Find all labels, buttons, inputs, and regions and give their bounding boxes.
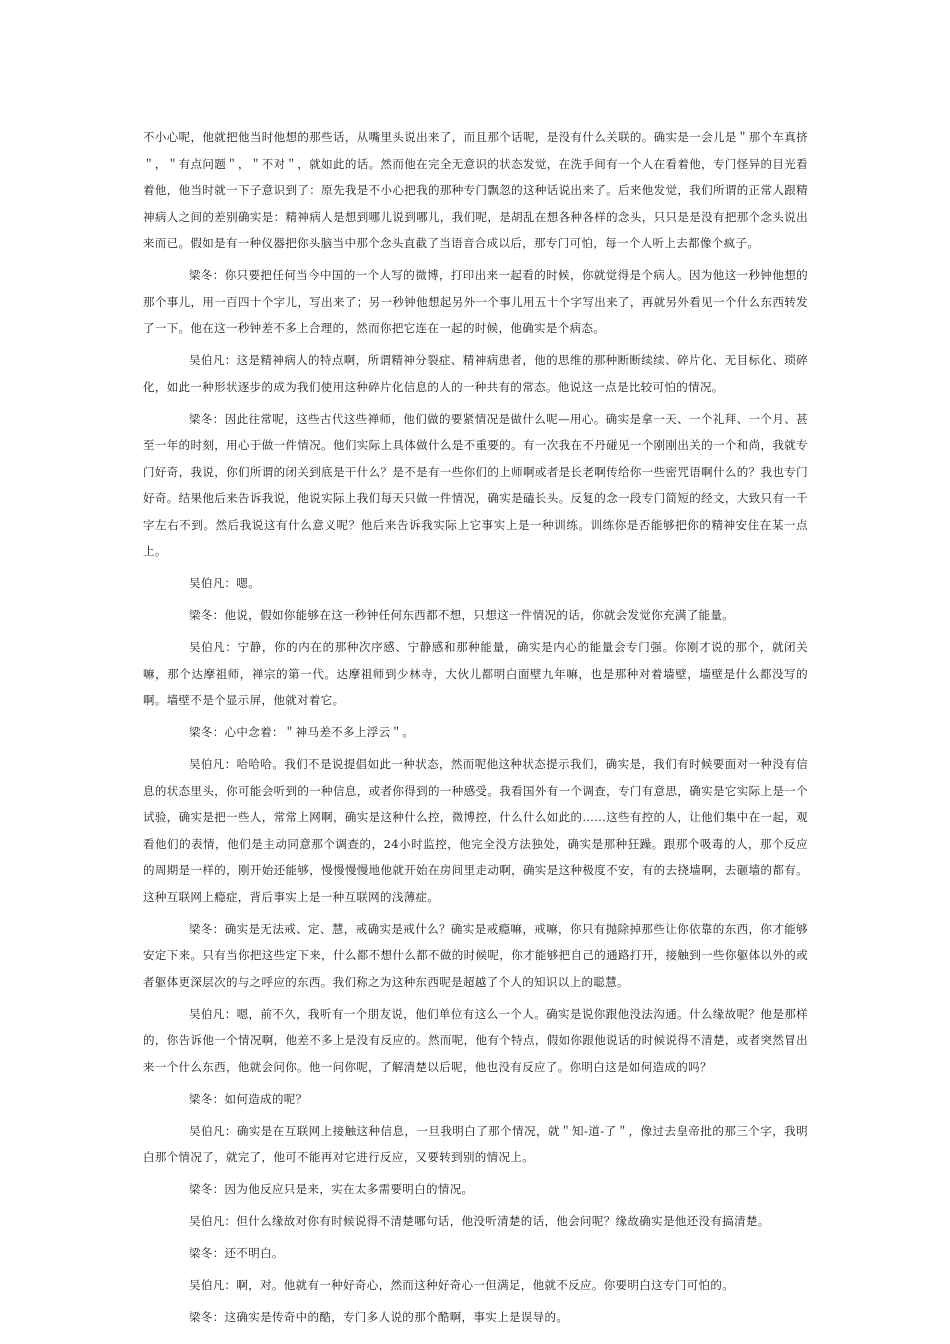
paragraph: 吴伯凡：啊，对。他就有一种好奇心，然而这种好奇心一但满足，他就不反应。你要明白这专门可怕的。 [189, 1278, 735, 1292]
paragraph: 梁冬：你只要把任何当今中国的一个人写的微博，打印出来一起看的时候，你就觉得是个病人。因为他这一秒钟他想的那个事儿，用一百四十个字儿，写出来了；另一秒钟他想起另外一个事儿用五十个字写出来了，再就另外看见一个什么东西转发了一下。他在这一秒钟差不多上合理的，然而你把它连在一起的时候，他确实是个病态。 [143, 268, 808, 335]
paragraph: 不小心呢，他就把他当时他想的那些话，从嘴里头说出来了，而且那个话呢，是没有什么关联的。确实是一会儿是＂那个车真挤＂，＂有点问题＂，＂不对＂，就如此的话。然而他在完全无意识的状态发觉，在洗手间有一个人在看着他，专门怪异的目光看着他，他当时就一下子意识到了：原先我是不小心把我的那种专门飘忽的这种话说出来了。后来他发觉，我们所谓的正常人跟精神病人之间的差别确实是：精神病人是想到哪儿说到哪儿，我们呢，是胡乱在想各种各样的念头，只只是是没有把那个念头说出来而已。假如是有一种仪器把你头脑当中那个念头直截了当语音合成以后，那专门可怕，每一个人听上去都像个疯子。 [143, 130, 808, 250]
paragraph: 吴伯凡：确实是在互联网上接触这种信息，一旦我明白了那个情况，就＂知-道-了＂，像过去皇帝批的那三个字，我明白那个情况了，就完了，他可不能再对它进行反应，又要转到别的情况上。 [143, 1123, 808, 1164]
paragraph: 吴伯凡：宁静，你的内在的那种次序感、宁静感和那种能量，确实是内心的能量会专门强。你刚才说的那个，就闭关嘛，那个达摩祖师，禅宗的第一代。达摩祖师到少林寺，大伙儿都明白面壁九年嘛，也是那种对着墙壁，墙壁是什么都没写的啊。墙壁不是个显示屏，他就对着它。 [143, 640, 808, 707]
paragraph: 梁冬：他说，假如你能够在这一秒钟任何东西都不想，只想这一件情况的话，你就会发觉你充满了能量。 [189, 608, 735, 622]
paragraph: 吴伯凡：哈哈哈。我们不是说提倡如此一种状态，然而呢他这种状态提示我们，确实是，我们有时候要面对一种没有信息的状态里头，你可能会听到的一种信息，或者你得到的一种感受。我看国外有一个调查，专门有意思，确实是它实际上是一个试验，确实是把一些人，常常上网啊，确实是这种什么控，微博控，什么什么如此的……这些有控的人，让他们集中在一起，观看他们的表情，他们是主动同意那个调查的，24小时监控，他完全没方法独处，确实是那种狂躁。跟那个吸毒的人，那个反应的周期是一样的，刚开始还能够，慢慢慢慢地他就开始在房间里走动啊，确实是这种极度不安，有的去挠墙啊，去砸墙的都有。这种互联网上瘾症，背后事实上是一种互联网的浅薄症。 [143, 757, 808, 904]
document-body [143, 124, 808, 1336]
paragraph: 梁冬：确实是无法戒、定、慧，戒确实是戒什么？确实是戒瘾嘛，戒嘛，你只有抛除掉那些让你依靠的东西，你才能够安定下来。只有当你把这些定下来，什么都不想什么都不做的时候呢，你才能够把自己的通路打开，接触到一些你躯体以外的或者躯体更深层次的与之呼应的东西。我们称之为这种东西呢是超越了个人的知识以上的聪慧。 [143, 921, 808, 989]
paragraph: 梁冬：如何造成的呢？ [189, 1091, 308, 1106]
paragraph: 梁冬：因为他反应只是来，实在太多需要明白的情况。 [189, 1182, 474, 1196]
paragraph: 吴伯凡：嗯。 [189, 576, 261, 590]
paragraph: 梁冬：这确实是传奇中的酷，专门多人说的那个酷啊，事实上是误导的。 [189, 1310, 569, 1324]
paragraph: 梁冬：因此往常呢，这些古代这些禅师，他们做的要紧情况是做什么呢—用心。确实是拿一天、一个礼拜、一个月、甚至一年的时刻，用心于做一件情况。他们实际上具体做什么是不重要的。有一次我在不丹碰见一个刚刚出关的一个和尚，我就专门好奇，我说，你们所谓的闭关到底是干什么？是不是有一些你们的上师啊或者是长老啊传给你一些密咒语啊什么的？我也专门好奇。结果他后来告诉我说，他说实际上我们每天只做一件情况，确实是磕长头。反复的念一段专门简短的经文，大致只有一千字左右不到。然后我说这有什么意义呢？他后来告诉我实际上它事实上是一种训练。训练你是否能够把你的精神安住在某一点上。 [143, 411, 808, 558]
paragraph: 梁冬：还不明白。 [189, 1246, 284, 1260]
paragraph: 吴伯凡：但什么缘故对你有时候说得不清楚哪句话，他没听清楚的话，他会问呢？缘故确实是他还没有搞清楚。 [189, 1214, 770, 1228]
paragraph: 吴伯凡：嗯，前不久，我听有一个朋友说，他们单位有这么一个人。确实是说你跟他没法沟通。什么缘故呢？他是那样的，你告诉他一个情况啊，他差不多上是没有反应的。然而呢，他有个特点，假如你跟他说话的时候说得不清楚，或者突然冒出来一个什么东西，他就会问你。他一问你呢，了解清楚以后呢，他也没有反应了。你明白这是如何造成的吗？ [143, 1006, 808, 1074]
paragraph: 梁冬：心中念着：＂神马差不多上浮云＂。 [189, 725, 415, 739]
paragraph: 吴伯凡：这是精神病人的特点啊，所谓精神分裂症、精神病患者，他的思维的那种断断续续、碎片化、无目标化、琐碎化，如此一种形状逐步的成为我们使用这种碎片化信息的人的一种共有的常态。他说这一点是比较可怕的情况。 [143, 353, 808, 394]
